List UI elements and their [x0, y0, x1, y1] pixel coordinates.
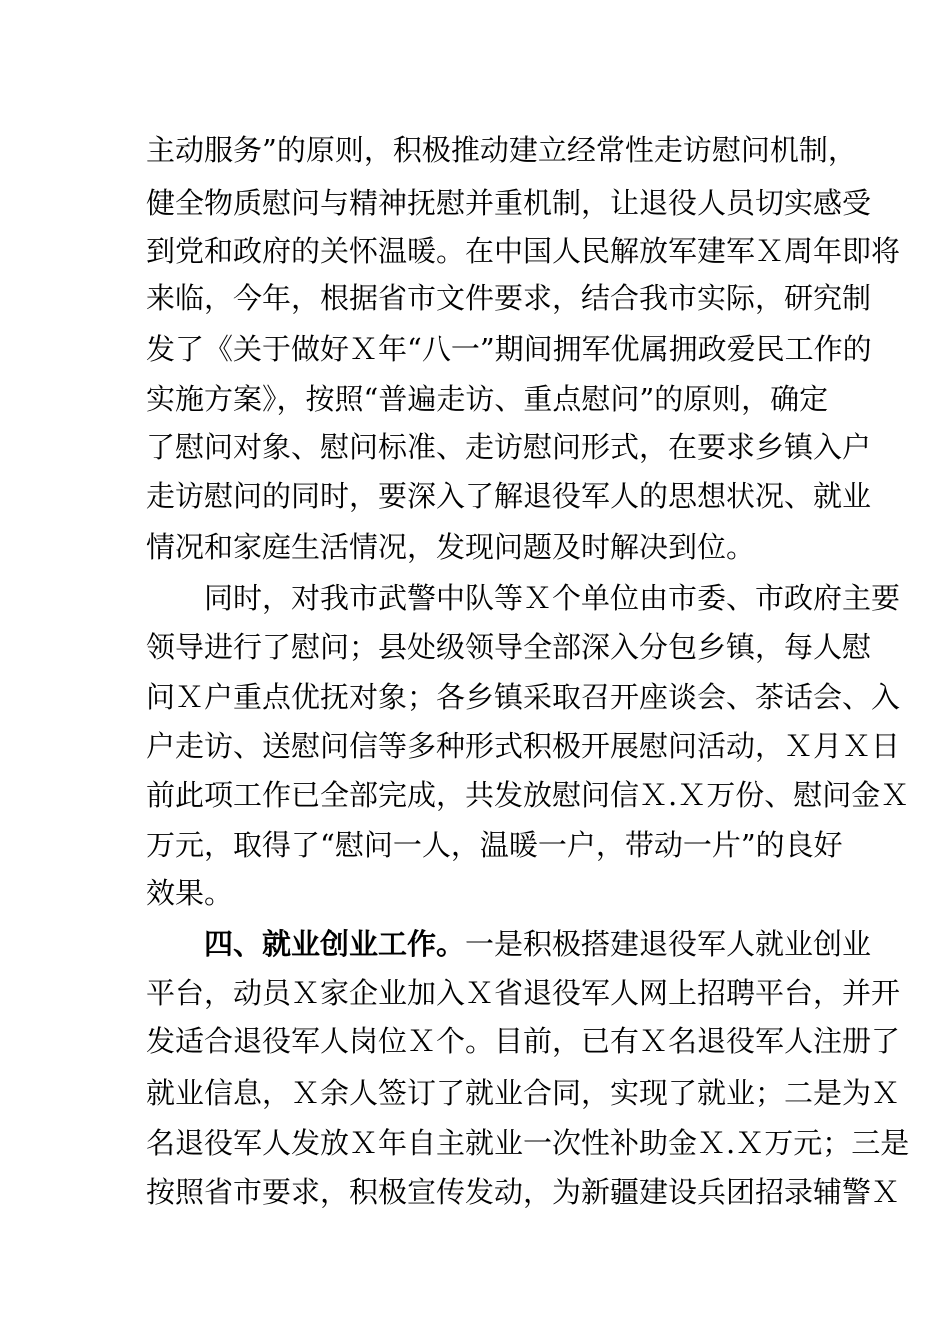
paragraph-1-line-5: 发了《关于做好Ｘ年“八一”期间拥军优属拥政爱民工作的	[146, 332, 872, 366]
paragraph-1-line-2: 健全物质慰问与精神抚慰并重机制，让退役人员切实感受	[146, 186, 872, 220]
paragraph-1-line-9: 情况和家庭生活情况，发现问题及时解决到位。	[146, 530, 756, 564]
paragraph-2-line-2: 领导进行了慰问；县处级领导全部深入分包乡镇，每人慰	[146, 630, 872, 664]
paragraph-3-line-1-text: 一是积极搭建退役军人就业创业	[465, 927, 872, 961]
paragraph-2-line-6: 万元，取得了“慰问一人，温暖一户，带动一片”的良好	[146, 828, 843, 862]
paragraph-1-line-1: 主动服务”的原则，积极推动建立经常性走访慰问机制，	[146, 133, 857, 167]
paragraph-3-line-6: 按照省市要求，积极宣传发动，为新疆建设兵团招录辅警Ｘ	[146, 1175, 901, 1209]
paragraph-1-line-6: 实施方案》，按照“普遍走访、重点慰问”的原则，确定	[146, 382, 829, 416]
paragraph-3-line-4: 就业信息，Ｘ余人签订了就业合同，实现了就业；二是为Ｘ	[146, 1076, 901, 1110]
paragraph-3-line-5: 名退役军人发放Ｘ年自主就业一次性补助金Ｘ.Ｘ万元；三是	[146, 1126, 910, 1160]
paragraph-1-line-4: 来临，今年，根据省市文件要求，结合我市实际，研究制	[146, 281, 872, 315]
paragraph-3-line-2: 平台，动员Ｘ家企业加入Ｘ省退役军人网上招聘平台，并开	[146, 976, 901, 1010]
paragraph-2-line-3: 问Ｘ户重点优抚对象；各乡镇采取召开座谈会、茶话会、入	[146, 680, 901, 714]
paragraph-3-line-1	[204, 917, 872, 971]
paragraph-1-line-7: 了慰问对象、慰问标准、走访慰问形式，在要求乡镇入户	[146, 430, 872, 464]
paragraph-3-line-3: 发适合退役军人岗位Ｘ个。目前，已有Ｘ名退役军人注册了	[146, 1024, 901, 1058]
paragraph-2-line-1: 同时，对我市武警中队等Ｘ个单位由市委、市政府主要	[204, 581, 901, 615]
paragraph-1-line-8: 走访慰问的同时，要深入了解退役军人的思想状况、就业	[146, 479, 872, 513]
paragraph-2-line-5: 前此项工作已全部完成，共发放慰问信Ｘ.Ｘ万份、慰问金Ｘ	[146, 778, 910, 812]
paragraph-2-line-4: 户走访、送慰问信等多种形式积极开展慰问活动，Ｘ月Ｘ日	[146, 729, 901, 763]
section-heading: 四、就业创业工作。	[204, 927, 466, 961]
paragraph-1-line-3: 到党和政府的关怀温暖。在中国人民解放军建军Ｘ周年即将	[146, 234, 901, 268]
paragraph-2-line-7: 效果。	[146, 876, 234, 910]
